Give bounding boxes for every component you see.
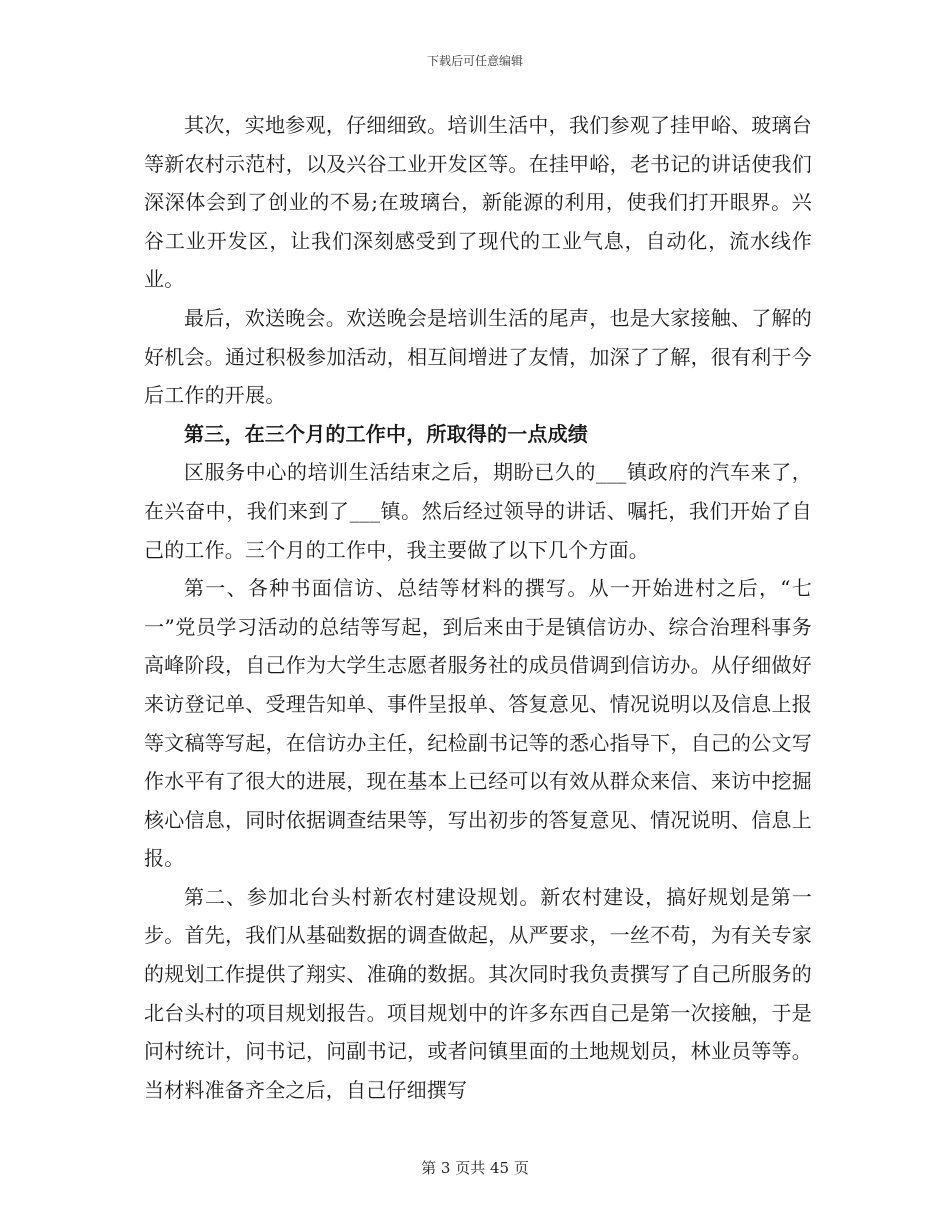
paragraph-farewell-party: 最后，欢送晚会。欢送晚会是培训生活的尾声，也是大家接触、了解的好机会。通过积极参加活动，相互间增进了友情，加深了了解，很有利于今后工作的开展。: [144, 305, 812, 408]
paragraph-first-writing: 第一、各种书面信访、总结等材料的撰写。从一开始进村之后，“七一”党员学习活动的总结等写起，到后来由于是镇信访办、综合治理科事务高峰阶段，自己作为大学生志愿者服务社的成员借调到信访办。从仔细做好来访登记单、受理告知单、事件呈报单、答复意见、情况说明以及信息上报等文稿等写起，在信访办主任，纪检副书记等的悉心指导下，自己的公文写作水平有了很大的进展，现在基本上已经可以有效从群众来信、来访中挖掘核心信息，同时依据调查结果等，写出初步的答复意见、情况说明、信息上报。: [144, 576, 812, 871]
paragraph-arrival: 区服务中心的培训生活结束之后，期盼已久的___镇政府的汽车来了，在兴奋中，我们来到了___镇。然后经过领导的讲话、嘱托，我们开始了自己的工作。三个月的工作中，我主要做了以下几个方面。: [144, 460, 812, 562]
paragraph-second-planning: 第二、参加北台头村新农村建设规划。新农村建设，搞好规划是第一步。首先，我们从基础数据的调查做起，从严要求，一丝不苟，为有关专家的规划工作提供了翔实、准确的数据。其次同时我负责撰写了自己所服务的北台头村的项目规划报告。项目规划中的许多东西自己是第一次接触，于是问村统计，问书记，问副书记，或者问镇里面的土地规划员，林业员等等。当材料准备齐全之后，自己仔细撰写: [144, 884, 812, 1102]
page-footer: 第 3 页共 45 页: [421, 1159, 529, 1177]
section-heading: 第三，在三个月的工作中，所取得的一点成绩: [184, 421, 588, 446]
page-header: 下载后可任意编辑: [426, 54, 523, 68]
paragraph-site-visits: 其次，实地参观，仔细细致。培训生活中，我们参观了挂甲峪、玻璃台等新农村示范村，以及兴谷工业开发区等。在挂甲峪，老书记的讲话使我们深深体会到了创业的不易;在玻璃台，新能源的利用，使我们打开眼界。兴谷工业开发区，让我们深刻感受到了现代的工业气息，自动化，流水线作业。: [144, 113, 812, 292]
document-body: [144, 106, 812, 1109]
